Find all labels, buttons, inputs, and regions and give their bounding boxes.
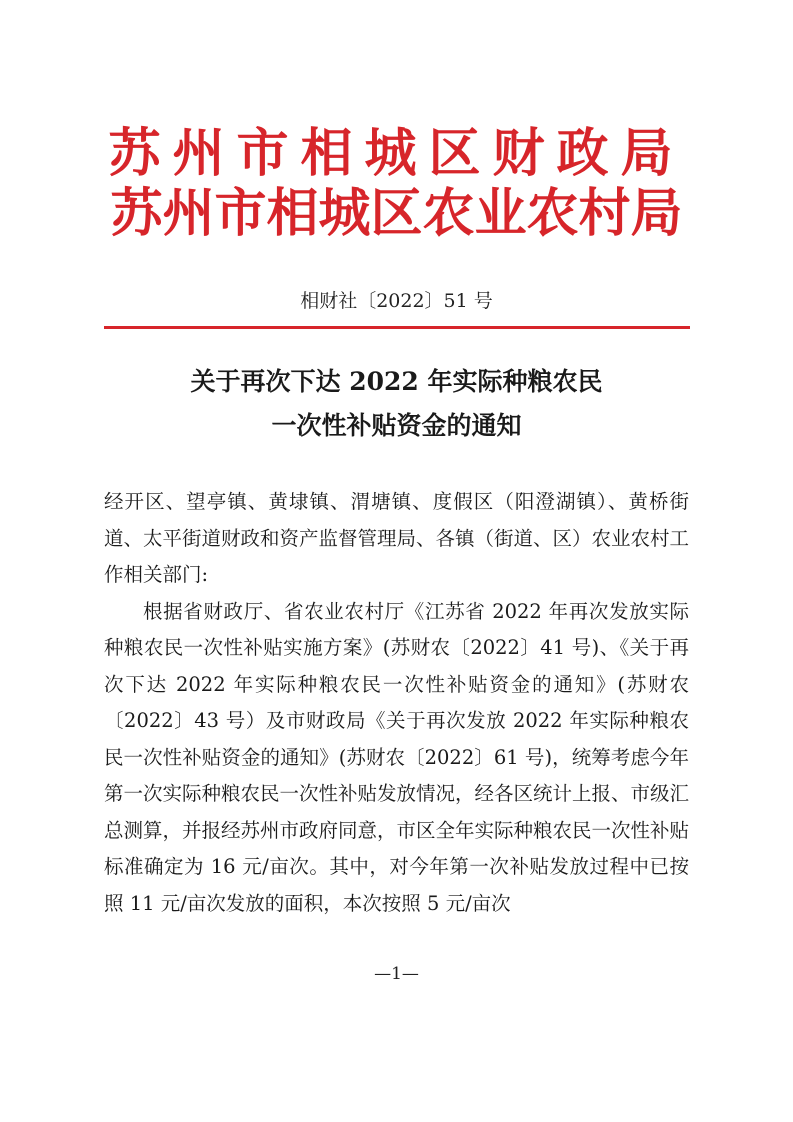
document-number: 相财社〔2022〕51 号 <box>300 290 493 312</box>
red-separator-line <box>104 326 690 329</box>
document-title-line-2: 一次性补贴资金的通知 <box>271 411 522 440</box>
issuer-finance-bureau: 苏州市相城区财政局 <box>108 123 685 184</box>
issuer-agriculture-bureau: 苏州市相城区农业农村局 <box>110 183 683 244</box>
page-number: —1— <box>374 964 419 984</box>
recipients-paragraph: 经开区、望亭镇、黄埭镇、渭塘镇、度假区（阳澄湖镇）、黄桥街道、太平街道财政和资产监督管理局、各镇（街道、区）农业农村工作相关部门: <box>104 490 690 586</box>
document-body <box>104 484 689 922</box>
body-paragraph-1: 根据省财政厅、省农业农村厅《江苏省 2022 年再次发放实际种粮农民一次性补贴实施方案》(苏财农〔2022〕41 号)、《关于再次下达 2022 年实际种粮农民一次性补贴资金的通知》(苏财农〔2022〕43 号）及市财政局《关于再次发放 2022 年实际种粮农民一次性补贴资金的通知》(苏财农〔2022〕61 号)，统筹考虑今年第一次实际种粮农民一次性补贴发放情况，经各区统计上报、市级汇总测算，并报经苏州市政府同意，市区全年实际种粮农民一次性补贴标准确定为 16 元/亩次。其中，对今年第一次补贴发放过程中已按照 11 元/亩次发放的面积，本次按照 5 元/亩次 <box>104 599 690 915</box>
document-title-line-1: 关于再次下达 2022 年实际种粮农民 <box>190 367 603 396</box>
